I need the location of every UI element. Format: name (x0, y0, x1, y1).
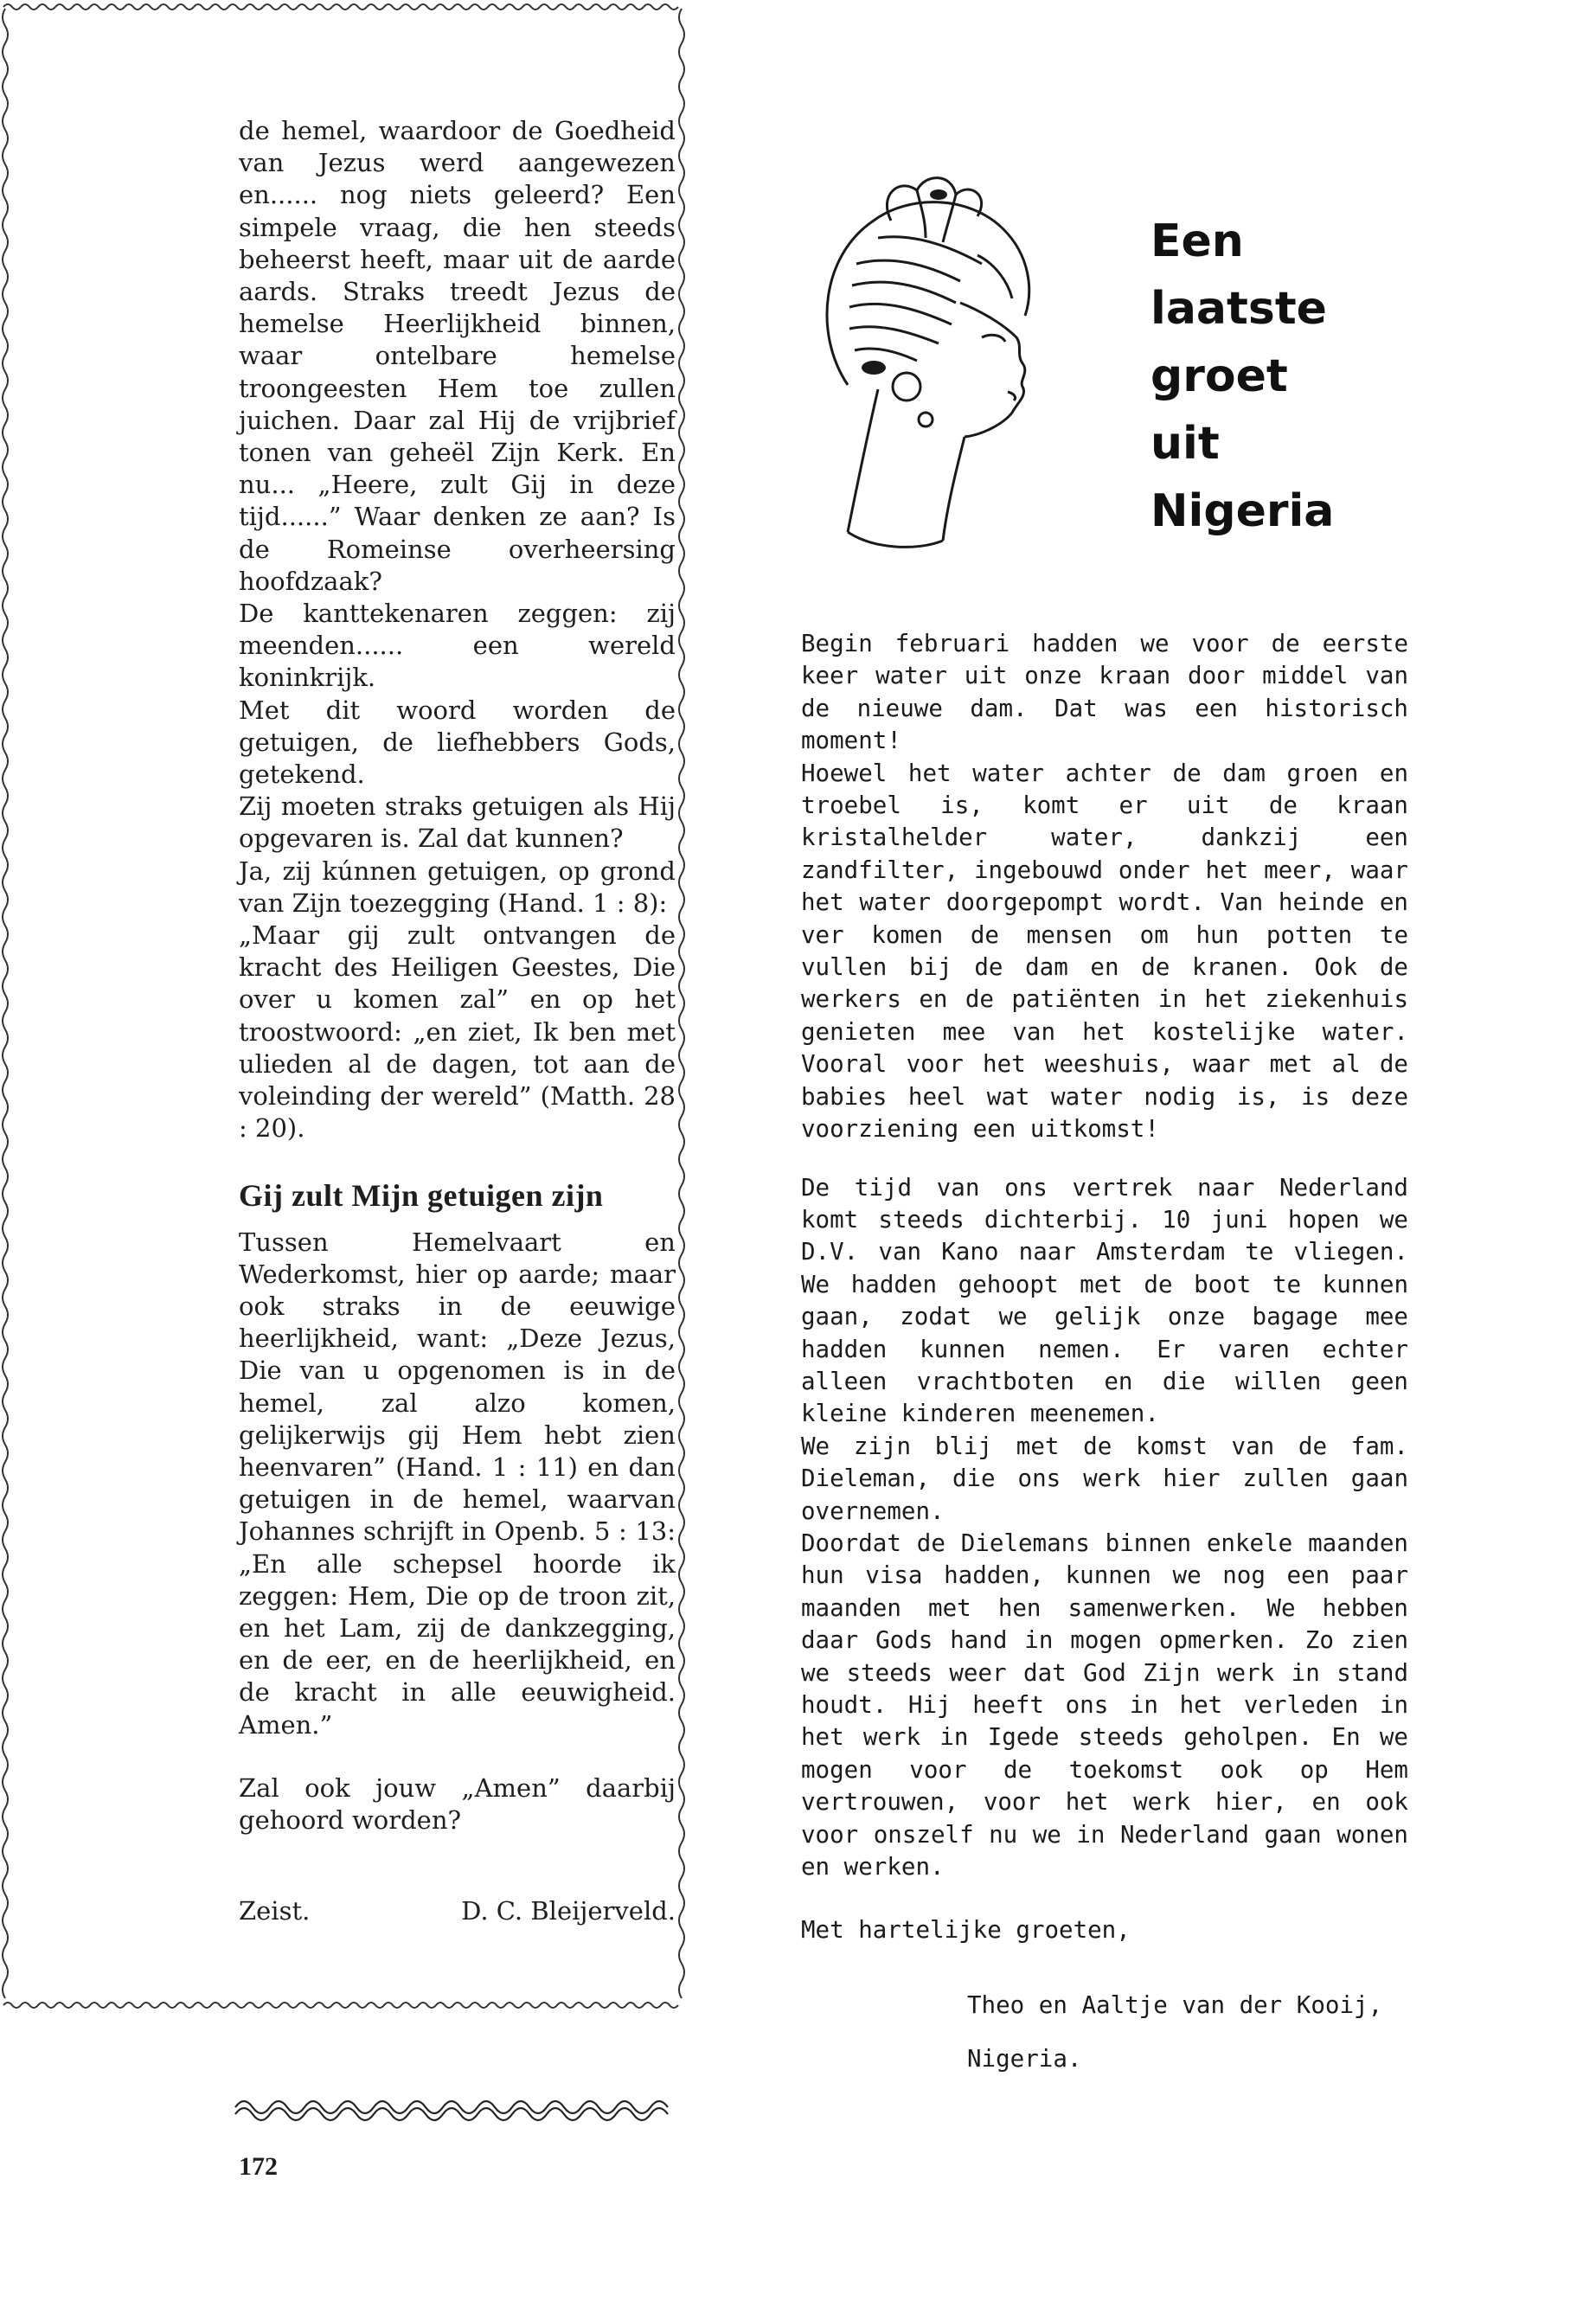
headline-line: laatste (1151, 283, 1327, 335)
headline-line: groet (1151, 350, 1288, 402)
headline-line: Een (1151, 215, 1244, 267)
paragraph: de hemel, waardoor de Goedheid van Jezus werd aangewezen en...... nog niets geleerd? Een simpele vraag, die hen steeds beheerst heeft, maar uit de aarde aards. Straks treedt Jezus de hemelse Heerlijkheid binnen, waar ontelbare hemelse troongeesten Hem toe zullen juichen. Daar zal Hij de vrijbrief tonen van geheël Zijn Kerk. En nu... „Heere, zult Gij in deze tijd......” Waar denken ze aan? Is de Romeinse overheersing hoofdzaak? (239, 116, 676, 596)
article-headline (1151, 208, 1334, 545)
location: Nigeria. (967, 2044, 1082, 2073)
headline-line: Nigeria (1151, 485, 1335, 537)
paragraph: De tijd van ons vertrek naar Nederland komt steeds dichterbij. 10 juni hopen we D.V. van Kano naar Amsterdam te vliegen. We hadden gehoopt met de boot te kunnen gaan, zodat we gelijk onze bagage mee hadden kunnen nemen. Er varen echter alleen vrachtboten en die willen geen kleine kinderen meenemen. (801, 1173, 1408, 1428)
signature: Theo en Aaltje van der Kooij, (967, 1990, 1383, 2019)
paragraph: Hoewel het water achter de dam groen en troebel is, komt er uit de kraan kristalhelder water, dankzij een zandfilter, ingebouwd onder het meer, waar het water doorgepompt wordt. Van heinde en ver komen de mensen om hun potten te vullen bij de dam en de kranen. Ook de werkers en de patiënten in het ziekenhuis genieten mee van het kostelijke water. Vooral voor het weeshuis, waar met al de babies heel wat water nodig is, is deze voorziening een uitkomst! (801, 759, 1408, 1144)
paragraph: Ja, zij kúnnen getuigen, op grond van Zijn toezegging (Hand. 1 : 8): (239, 856, 676, 918)
right-article (801, 628, 1408, 2086)
paragraph: Zij moeten straks getuigen als Hij opgevaren is. Zal dat kunnen? (239, 792, 676, 854)
woman-portrait-illustration (796, 160, 1081, 575)
article-box-border (0, 0, 688, 2011)
signature-block (967, 1978, 1408, 2086)
paragraph: Zal ook jouw „Amen” daarbij gehoord worden? (239, 1772, 676, 1835)
headline-line: uit (1151, 418, 1220, 470)
paragraph: Tussen Hemelvaart en Wederkomst, hier op aarde; maar ook straks in de eeuwige heerlijkheid, want: „Deze Jezus, Die van u opgenomen is in de hemel, zal alzo komen, gelijkerwijs gij Hem hebt zien heenvaren” (Hand. 1 : 11) en dan getuigen in de hemel, waarvan Johannes schrijft in Openb. 5 : 13: „En alle schepsel hoorde ik zeggen: Hem, Die op de troon zit, en het Lam, zij de dankzegging, en de eer, en de heerlijkheid, en de kracht in alle eeuwigheid. Amen.” (239, 1227, 676, 1740)
paragraph: Met dit woord worden de getuigen, de liefhebbers Gods, getekend. (239, 695, 676, 790)
ornament-divider (234, 2090, 679, 2125)
paragraph: De kanttekenaren zeggen: zij meenden...... een wereld koninkrijk. (239, 599, 676, 693)
section-heading: Gij zult Mijn getuigen zijn (239, 1177, 604, 1213)
author: D. C. Bleijerveld. (461, 1896, 676, 1926)
paragraph: We zijn blij met de komst van de fam. Dieleman, die ons werk hier zullen gaan overnemen. (801, 1432, 1408, 1525)
greeting: Met hartelijke groeten, (801, 1916, 1131, 1945)
paragraph: „Maar gij zult ontvangen de kracht des Heiligen Geestes, Die over u komen zal” en op het troostwoord: „en ziet, Ik ben met ulieden al de dagen, tot aan de voleinding der wereld” (Matth. 28 : 20). (239, 920, 676, 1144)
paragraph: Doordat de Dielemans binnen enkele maanden hun visa hadden, kunnen we nog een paar maanden met hen samenwerken. We hebben daar Gods hand in mogen opmerken. Zo zien we steeds weer dat God Zijn werk in stand houdt. Hij heeft ons in het verleden in het werk in Igede steeds geholpen. En we mogen voor de toekomst ook op Hem vertrouwen, voor het werk hier, en ook voor onszelf nu we in Nederland gaan wonen en werken. (801, 1529, 1408, 1881)
paragraph: Begin februari hadden we voor de eerste keer water uit onze kraan door middel van de nieuwe dam. Dat was een historisch moment! (801, 630, 1408, 755)
page-number: 172 (239, 2152, 278, 2181)
place: Zeist. (239, 1896, 311, 1926)
